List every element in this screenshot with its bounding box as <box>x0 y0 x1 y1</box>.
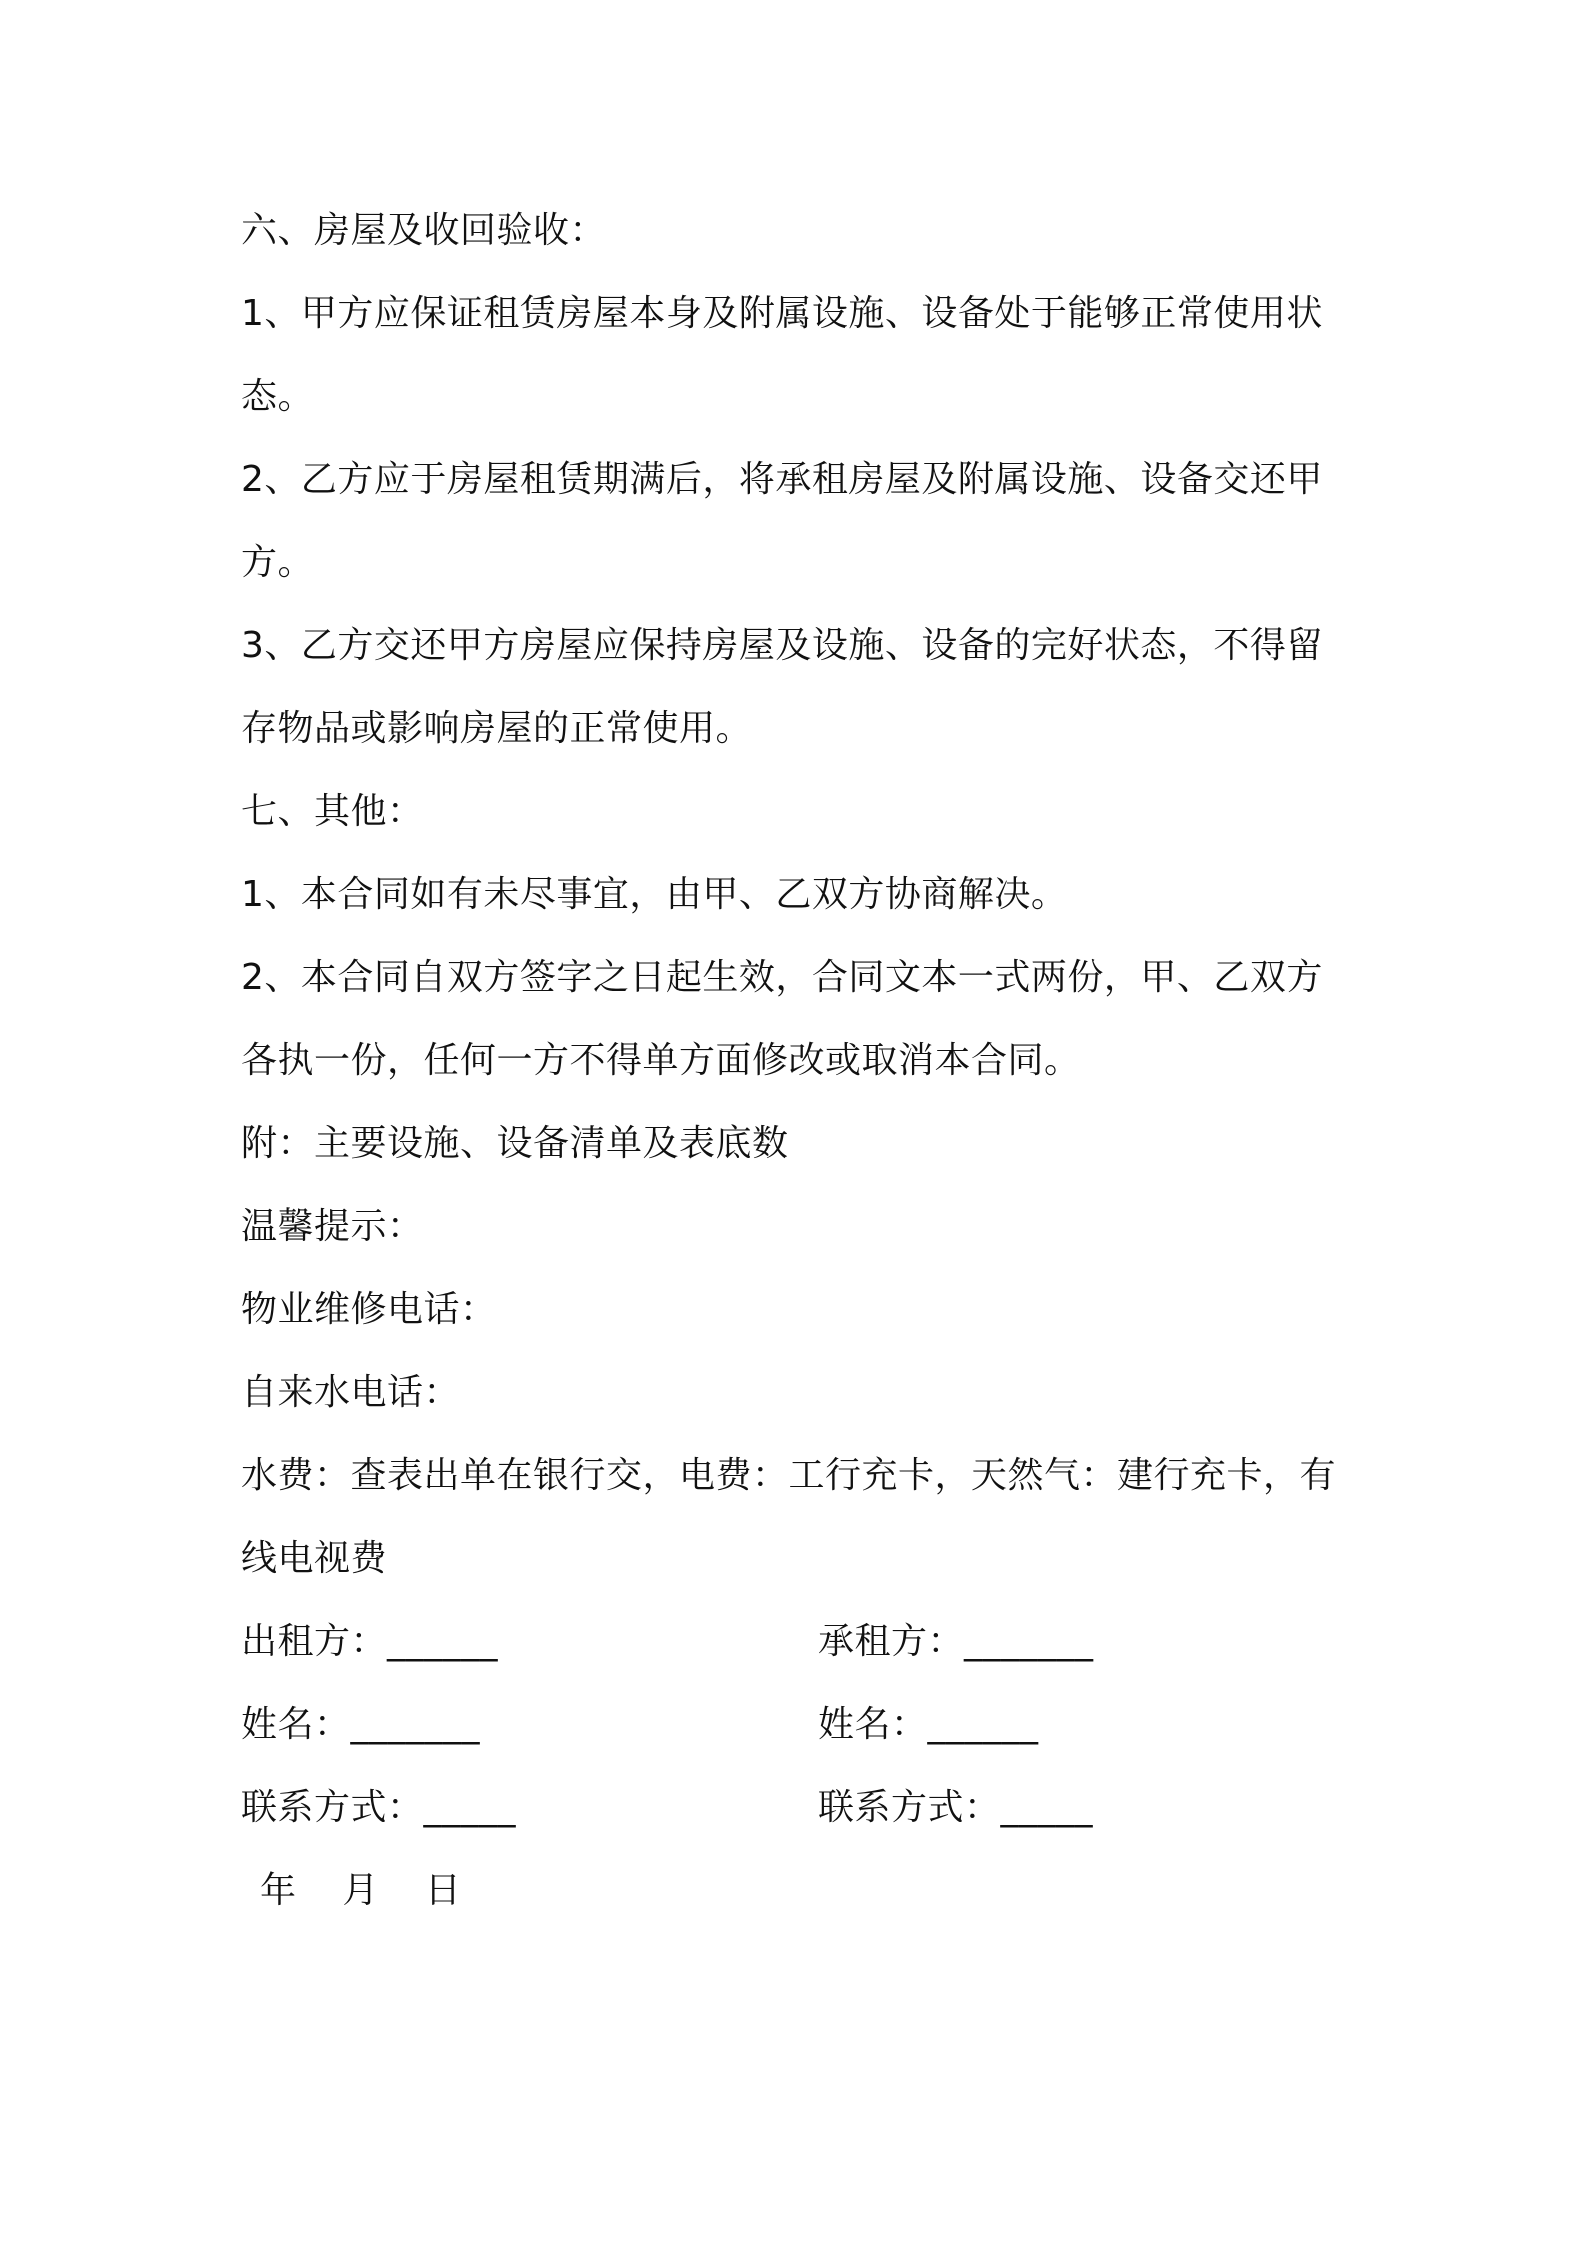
section-7-item-2-cont: 各执一份，任何一方不得单方面修改或取消本合同。 <box>241 1040 1081 1081</box>
section-6-item-3-cont: 存物品或影响房屋的正常使用。 <box>241 708 753 749</box>
lessor-field: 出租方：______ <box>241 1621 499 1662</box>
section-6-title: 六、房屋及收回验收： <box>241 210 607 251</box>
section-7-item-2: 2、本合同自双方签字之日起生效，合同文本一式两份，甲、乙双方 <box>241 957 1323 998</box>
lessee-contact-field: 联系方式：_____ <box>818 1787 1094 1828</box>
date-month: 月 <box>342 1870 379 1911</box>
section-6-item-3: 3、乙方交还甲方房屋应保持房屋及设施、设备的完好状态，不得留 <box>241 625 1323 666</box>
tips-title: 温馨提示： <box>241 1206 424 1247</box>
property-repair-phone: 物业维修电话： <box>241 1289 497 1330</box>
water-phone: 自来水电话： <box>241 1372 461 1413</box>
lessor-name-field: 姓名：_______ <box>241 1704 481 1745</box>
section-6-item-1: 1、甲方应保证租赁房屋本身及附属设施、设备处于能够正常使用状 <box>241 293 1323 334</box>
section-7-item-1: 1、本合同如有未尽事宜，由甲、乙双方协商解决。 <box>241 874 1068 915</box>
lessee-name-field: 姓名：______ <box>818 1704 1039 1745</box>
date-day: 日 <box>424 1870 462 1911</box>
fees-line: 水费：查表出单在银行交，电费：工行充卡，天然气：建行充卡，有 <box>241 1455 1337 1496</box>
fees-line-cont: 线电视费 <box>241 1538 388 1579</box>
date-year: 年 <box>260 1870 297 1911</box>
section-6-item-2-cont: 方。 <box>241 542 315 583</box>
lessor-contact-field: 联系方式：_____ <box>241 1787 517 1828</box>
appendix-line: 附：主要设施、设备清单及表底数 <box>241 1123 789 1164</box>
section-6-item-1-cont: 态。 <box>241 376 315 417</box>
date-line <box>260 1869 461 1913</box>
section-7-title: 七、其他： <box>241 791 424 832</box>
section-6-item-2: 2、乙方应于房屋租赁期满后，将承租房屋及附属设施、设备交还甲 <box>241 459 1323 500</box>
lessee-field: 承租方：_______ <box>818 1621 1094 1662</box>
